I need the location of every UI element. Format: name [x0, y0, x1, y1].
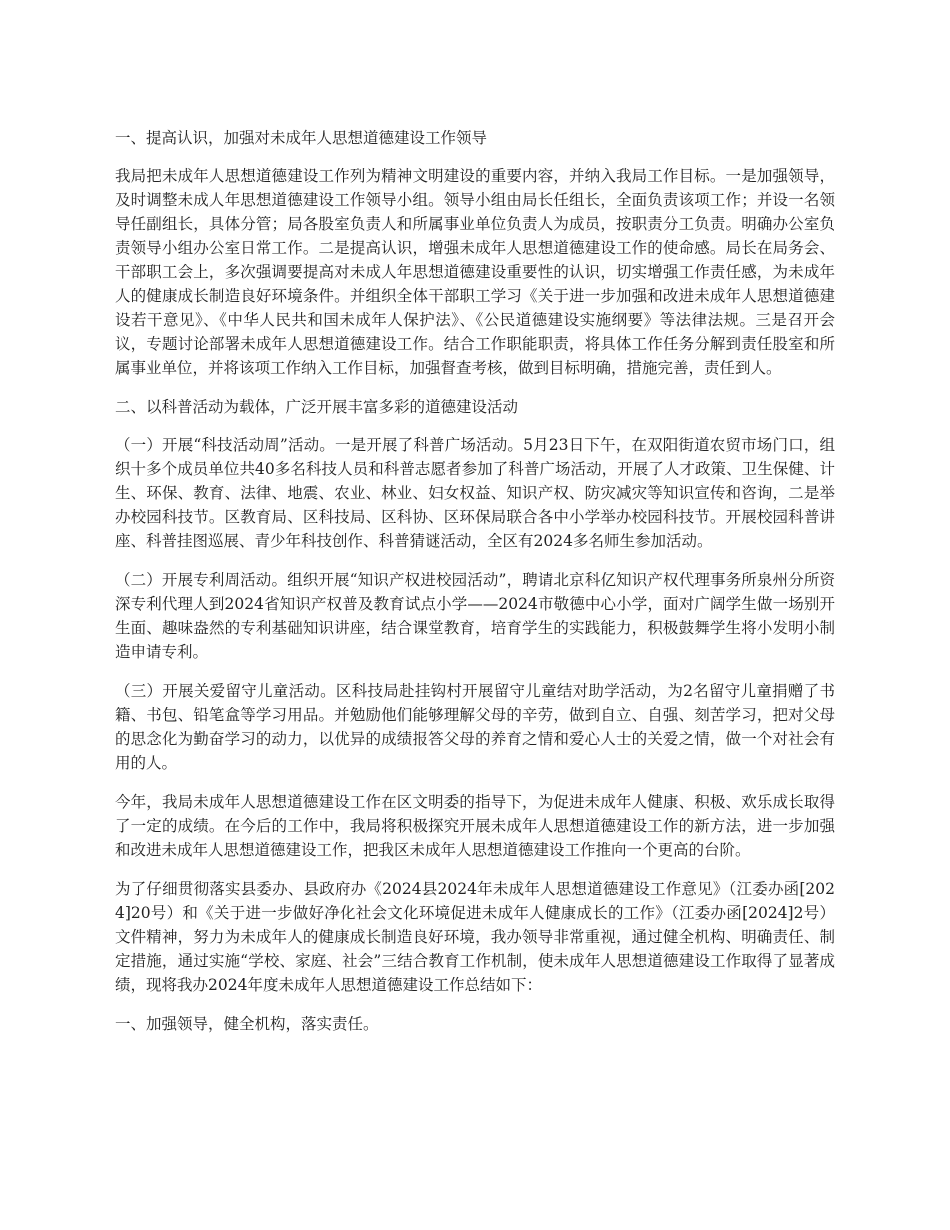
paragraph-5: 今年，我局未成年人思想道德建设工作在区文明委的指导下，为促进未成年人健康、积极、欢乐成长取得了一定的成绩。在今后的工作中，我局将积极探究开展未成年人思想道德建设工作的新方法，进一步加强和改进未成年人思想道德建设工作，把我区未成年人思想道德建设工作推向一个更高的台阶。 [115, 793, 835, 859]
section-heading-2: 二、以科普活动为载体，广泛开展丰富多彩的道德建设活动 [115, 398, 519, 416]
document-page [115, 126, 835, 1050]
paragraph-1: 我局把未成年人思想道德建设工作列为精神文明建设的重要内容，并纳入我局工作目标。一是加强领导，及时调整未成人年思想道德建设工作领导小组。领导小组由局长任组长，全面负责该项工作；并设一名领导任副组长，具体分管；局各股室负责人和所属事业单位负责人为成员，按职责分工负责。明确办公室负责领导小组办公室日常工作。二是提高认识，增强未成年人思想道德建设工作的使命感。局长在局务会、干部职工会上，多次强调要提高对未成人年思想道德建设重要性的认识，切实增强工作责任感，为未成年人的健康成长制造良好环境条件。并组织全体干部职工学习《关于进一步加强和改进未成年人思想道德建设若干意见》、《中华人民共和国未成年人保护法》、《公民道德建设实施纲要》等法律法规。三是召开会议，专题讨论部署未成年人思想道德建设工作。结合工作职能职责，将具体工作任务分解到责任股室和所属事业单位，并将该项工作纳入工作目标，加强督查考核，做到目标明确，措施完善，责任到人。 [115, 167, 835, 377]
paragraph-3: （二）开展专利周活动。组织开展“知识产权进校园活动”，聘请北京科亿知识产权代理事务所泉州分所资深专利代理人到2024省知识产权普及教育试点小学——2024市敬德中心小学，面对广阔学生做一场别开生面、趣味盎然的专利基础知识讲座，结合课堂教育，培育学生的实践能力，积极鼓舞学生将小发明小制造申请专利。 [115, 571, 835, 661]
paragraph-2: （一）开展“科技活动周”活动。一是开展了科普广场活动。5月23日下午，在双阳街道农贸市场门口，组织十多个成员单位共40多名科技人员和科普志愿者参加了科普广场活动，开展了人才政策、卫生保健、计生、环保、教育、法律、地震、农业、林业、妇女权益、知识产权、防灾减灾等知识宣传和咨询，二是举办校园科技节。区教育局、区科技局、区科协、区环保局联合各中小学举办校园科技节。开展校园科普讲座、科普挂图巡展、青少年科技创作、科普猜谜活动，全区有2024多名师生参加活动。 [115, 436, 835, 550]
paragraph-4: （三）开展关爱留守儿童活动。区科技局赴挂钩村开展留守儿童结对助学活动，为2名留守儿童捐赠了书籍、书包、铅笔盒等学习用品。并勉励他们能够理解父母的辛劳，做到自立、自强、刻苦学习，把对父母的思念化为勤奋学习的动力，以优异的成绩报答父母的养育之情和爱心人士的关爱之情，做一个对社会有用的人。 [115, 682, 835, 772]
paragraph-6: 为了仔细贯彻落实县委办、县政府办《2024县2024年未成年人思想道德建设工作意见》（江委办函[2024]20号）和《关于进一步做好净化社会文化环境促进未成年人健康成长的工作》（江委办函[2024]2号）文件精神，努力为未成年人的健康成长制造良好环境，我办领导非常重视，通过健全机构、明确责任、制定措施，通过实施“学校、家庭、社会”三结合教育工作机制，使未成年人思想道德建设工作取得了显著成绩，现将我办2024年度未成年人思想道德建设工作总结如下： [115, 880, 835, 994]
section-heading-3: 一、加强领导，健全机构，落实责任。 [115, 1015, 379, 1033]
section-heading-1: 一、提高认识，加强对未成年人思想道德建设工作领导 [115, 129, 488, 147]
